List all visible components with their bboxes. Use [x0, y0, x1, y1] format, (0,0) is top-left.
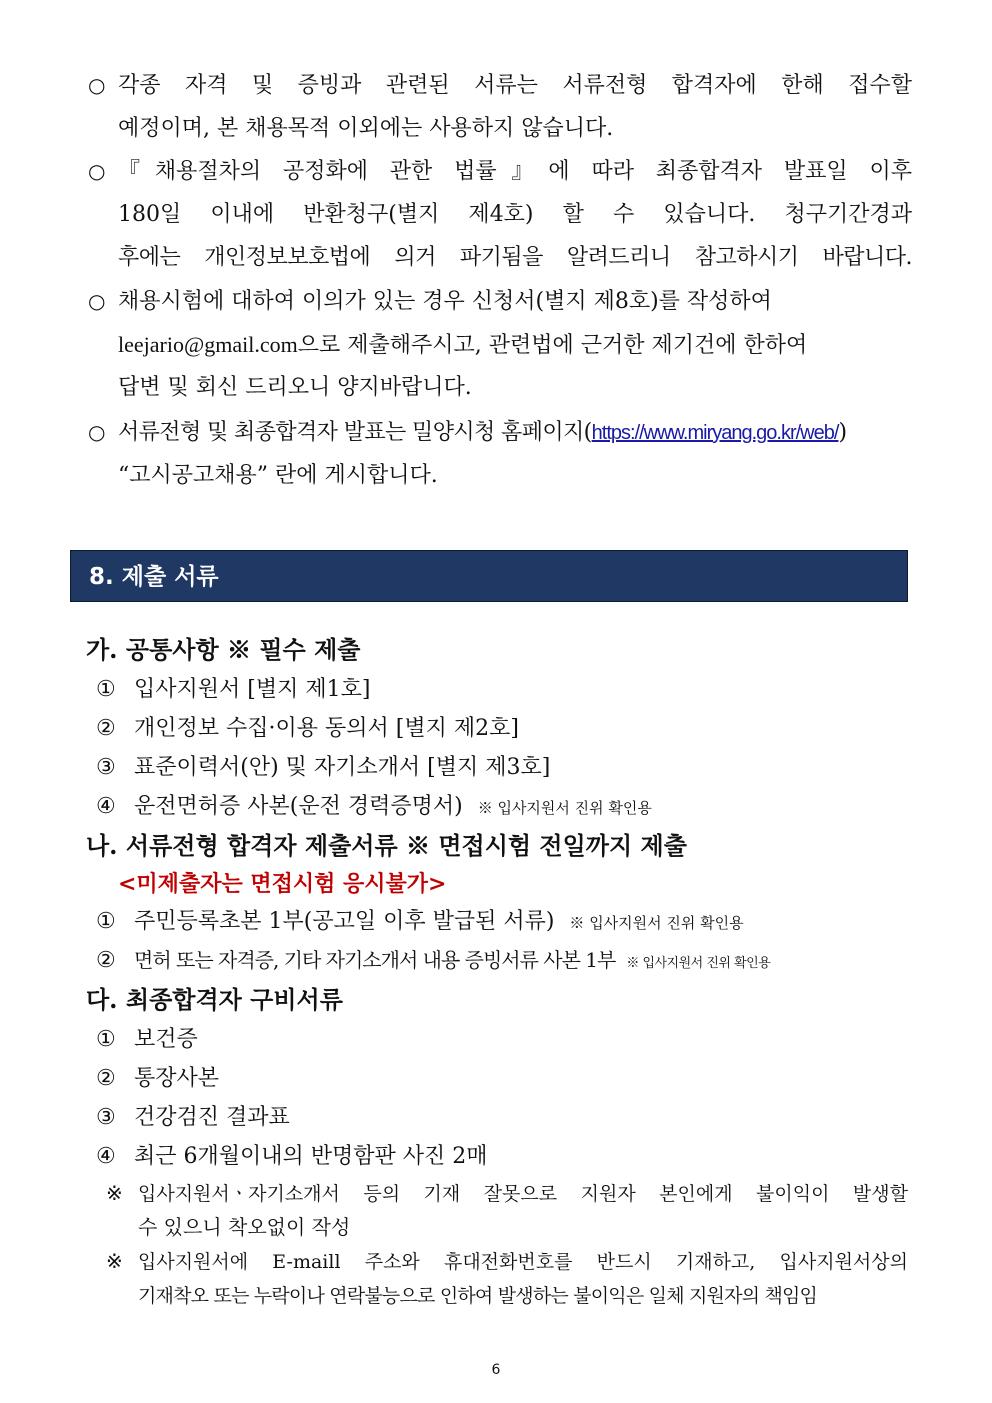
final-note: ※ 입사지원서ㆍ자기소개서 등의 기재 잘못으로 지원자 본인에게 불이익이 발생할 — [106, 1181, 908, 1205]
item-note: ※ 입사지원서 진위 확인용 — [477, 799, 652, 817]
common-heading: 가. 공통사항 ※ 필수 제출 — [86, 635, 361, 664]
bullet-circle-icon: ○ — [88, 159, 106, 183]
notice-line: 후에는 개인정보보호법에 의거 파기됨을 알려드리니 참고하시기 바랍니다. — [118, 245, 912, 270]
notice-line: ○ 서류전형 및 최종합격자 발표는 밀양시청 홈페이지(https://www.miryang.go.kr/web/) — [88, 411, 912, 454]
list-item: ④ 최근 6개월이내의 반명함판 사진 2매 — [96, 1144, 488, 1169]
notice-appeal — [88, 280, 912, 409]
list-item: ① 입사지원서 [별지 제1호] — [96, 677, 371, 702]
notice-line: “고시공고채용” 란에 게시합니다. — [118, 463, 438, 488]
bullet-circle-icon: ○ — [88, 289, 106, 313]
final-note: ※ 입사지원서에 E-maill 주소와 휴대전화번호를 반드시 기재하고, 입사지원서상의 — [106, 1249, 908, 1273]
notice-announcement — [88, 411, 912, 497]
email-address: leejario@gmail.com — [118, 332, 298, 357]
screening-warning: <미제출자는 면접시험 응시불가> — [118, 871, 447, 897]
notice-line: 180일 이내에 반환청구(별지 제4호) 할 수 있습니다. 청구기간경과 — [118, 202, 912, 227]
homepage-link[interactable]: https://www.miryang.go.kr/web/ — [591, 422, 839, 444]
item-note: ※ 입사지원서 진위 확인용 — [626, 956, 771, 971]
list-item: ② 개인정보 수집·이용 동의서 [별지 제2호] — [96, 716, 519, 741]
list-item: ④ 운전면허증 사본(운전 경력증명서) ※ 입사지원서 진위 확인용 — [96, 794, 652, 819]
final-note-continuation: 기재착오 또는 누락이나 연락불능으로 인하여 발생하는 불이익은 일체 지원자의 책임임 — [138, 1285, 818, 1307]
list-item: ③ 표준이력서(안) 및 자기소개서 [별지 제3호] — [96, 755, 551, 780]
bullet-circle-icon: ○ — [88, 73, 106, 97]
screening-heading: 나. 서류전형 합격자 제출서류 ※ 면접시험 전일까지 제출 — [86, 831, 687, 860]
notice-line: 예정이며, 본 채용목적 이외에는 사용하지 않습니다. — [118, 116, 614, 141]
notice-line: leejario@gmail.com으로 제출해주시고, 관련법에 근거한 제기건에 한하여 — [118, 332, 808, 358]
final-note-continuation: 수 있으니 착오없이 작성 — [138, 1215, 351, 1239]
notice-line: ○ 『채용절차의 공정화에 관한 법률』에 따라 최종합격자 발표일 이후 — [88, 150, 912, 193]
submission-documents — [86, 630, 916, 1312]
notice-return — [88, 150, 912, 279]
notice-line: ○ 채용시험에 대하여 이의가 있는 경우 신청서(별지 제8호)를 작성하여 — [88, 280, 912, 323]
item-note: ※ 입사지원서 진위 확인용 — [569, 914, 744, 932]
page-number: 6 — [491, 1362, 501, 1378]
list-item: ② 면허 또는 자격증, 기타 자기소개서 내용 증빙서류 사본 1부 ※ 입사지원서 진위 확인용 — [96, 948, 771, 973]
list-item: ① 주민등록초본 1부(공고일 이후 발급된 서류) ※ 입사지원서 진위 확인용 — [96, 909, 744, 934]
notice-line: ○ 각종 자격 및 증빙과 관련된 서류는 서류전형 합격자에 한해 접수할 — [88, 64, 912, 107]
list-item: ② 통장사본 — [96, 1066, 220, 1091]
section-title: 8. 제출 서류 — [89, 564, 219, 590]
notice-line: 답변 및 회신 드리오니 양지바랍니다. — [118, 375, 472, 400]
bullet-circle-icon: ○ — [88, 420, 106, 444]
final-heading: 다. 최종합격자 구비서류 — [86, 985, 343, 1014]
section-header — [70, 550, 908, 602]
list-item: ③ 건강검진 결과표 — [96, 1105, 290, 1130]
notice-submission — [88, 64, 912, 150]
list-item: ① 보건증 — [96, 1027, 198, 1052]
